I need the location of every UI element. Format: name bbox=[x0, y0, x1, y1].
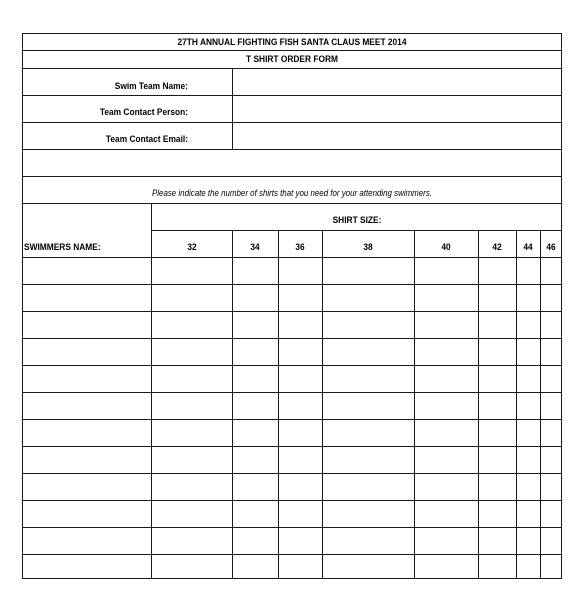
shirt-count-cell[interactable] bbox=[516, 366, 540, 392]
shirt-count-cell[interactable] bbox=[478, 339, 516, 365]
shirt-count-cell[interactable] bbox=[278, 285, 322, 311]
swimmer-name-cell[interactable] bbox=[22, 420, 152, 446]
shirt-count-cell[interactable] bbox=[478, 528, 516, 554]
swimmers-name-header: SWIMMERS NAME: bbox=[24, 242, 101, 253]
shirt-count-cell[interactable] bbox=[540, 339, 562, 365]
shirt-count-cell[interactable] bbox=[278, 474, 322, 500]
team-contact-person-field[interactable] bbox=[232, 96, 562, 122]
shirt-count-cell[interactable] bbox=[232, 420, 278, 446]
shirt-count-cell[interactable] bbox=[152, 339, 232, 365]
shirt-count-cell[interactable] bbox=[516, 528, 540, 554]
swimmer-name-cell[interactable] bbox=[22, 447, 152, 473]
shirt-count-cell[interactable] bbox=[478, 258, 516, 284]
size-38-header: 38 bbox=[363, 242, 373, 253]
swimmer-name-cell[interactable] bbox=[22, 312, 152, 338]
size-32-header: 32 bbox=[187, 242, 197, 253]
shirt-count-cell[interactable] bbox=[322, 366, 414, 392]
shirt-count-cell[interactable] bbox=[322, 285, 414, 311]
shirt-count-cell[interactable] bbox=[322, 555, 414, 581]
shirt-count-cell[interactable] bbox=[322, 312, 414, 338]
shirt-count-cell[interactable] bbox=[232, 555, 278, 581]
row-divider bbox=[22, 149, 562, 150]
shirt-count-cell[interactable] bbox=[152, 501, 232, 527]
shirt-count-cell[interactable] bbox=[516, 285, 540, 311]
shirt-count-cell[interactable] bbox=[232, 285, 278, 311]
shirt-count-cell[interactable] bbox=[152, 366, 232, 392]
swimmer-name-cell[interactable] bbox=[22, 339, 152, 365]
shirt-count-cell[interactable] bbox=[516, 258, 540, 284]
shirt-count-cell[interactable] bbox=[278, 555, 322, 581]
shirt-count-cell[interactable] bbox=[478, 555, 516, 581]
border-top bbox=[22, 33, 562, 34]
shirt-count-cell[interactable] bbox=[322, 339, 414, 365]
swimmer-name-cell[interactable] bbox=[22, 528, 152, 554]
shirt-count-cell[interactable] bbox=[414, 258, 478, 284]
shirt-count-cell[interactable] bbox=[414, 420, 478, 446]
shirt-count-cell[interactable] bbox=[516, 393, 540, 419]
shirt-count-cell[interactable] bbox=[278, 312, 322, 338]
shirt-count-cell[interactable] bbox=[540, 474, 562, 500]
shirt-count-cell[interactable] bbox=[414, 393, 478, 419]
swim-team-name-field[interactable] bbox=[232, 69, 562, 95]
shirt-count-cell[interactable] bbox=[540, 420, 562, 446]
shirt-count-cell[interactable] bbox=[414, 285, 478, 311]
shirt-count-cell[interactable] bbox=[516, 420, 540, 446]
shirt-count-cell[interactable] bbox=[232, 447, 278, 473]
shirt-count-cell[interactable] bbox=[152, 528, 232, 554]
shirt-count-cell[interactable] bbox=[414, 474, 478, 500]
shirt-count-cell[interactable] bbox=[322, 393, 414, 419]
shirt-count-cell[interactable] bbox=[152, 258, 232, 284]
shirt-count-cell[interactable] bbox=[478, 285, 516, 311]
shirt-count-cell[interactable] bbox=[516, 312, 540, 338]
shirt-count-cell[interactable] bbox=[516, 339, 540, 365]
shirt-count-cell[interactable] bbox=[278, 339, 322, 365]
shirt-count-cell[interactable] bbox=[232, 258, 278, 284]
row-divider bbox=[22, 50, 562, 51]
size-40-header: 40 bbox=[441, 242, 451, 253]
size-36-header: 36 bbox=[295, 242, 305, 253]
shirt-count-cell[interactable] bbox=[516, 555, 540, 581]
shirt-count-cell[interactable] bbox=[478, 420, 516, 446]
shirt-count-cell[interactable] bbox=[152, 447, 232, 473]
shirt-count-cell[interactable] bbox=[232, 312, 278, 338]
shirt-count-cell[interactable] bbox=[540, 312, 562, 338]
shirt-count-cell[interactable] bbox=[414, 447, 478, 473]
shirt-count-cell[interactable] bbox=[322, 501, 414, 527]
swimmer-name-cell[interactable] bbox=[22, 555, 152, 581]
shirt-count-cell[interactable] bbox=[232, 339, 278, 365]
instruction-text: Please indicate the number of shirts that you need for your attending swimmers. bbox=[151, 188, 432, 198]
shirt-count-cell[interactable] bbox=[540, 393, 562, 419]
shirt-count-cell[interactable] bbox=[278, 501, 322, 527]
shirt-count-cell[interactable] bbox=[540, 285, 562, 311]
shirt-count-cell[interactable] bbox=[540, 366, 562, 392]
size-42-header: 42 bbox=[492, 242, 502, 253]
shirt-count-cell[interactable] bbox=[322, 447, 414, 473]
shirt-count-cell[interactable] bbox=[414, 528, 478, 554]
shirt-count-cell[interactable] bbox=[478, 474, 516, 500]
team-contact-person-label: Team Contact Person: bbox=[99, 107, 188, 118]
shirt-count-cell[interactable] bbox=[152, 312, 232, 338]
team-contact-email-label: Team Contact Email: bbox=[105, 134, 188, 145]
team-contact-email-field[interactable] bbox=[232, 123, 562, 149]
shirt-count-cell[interactable] bbox=[478, 447, 516, 473]
row-divider bbox=[22, 203, 562, 204]
shirt-count-cell[interactable] bbox=[278, 528, 322, 554]
size-46-header: 46 bbox=[546, 242, 556, 253]
size-44-header: 44 bbox=[523, 242, 533, 253]
shirt-count-cell[interactable] bbox=[414, 555, 478, 581]
row-divider bbox=[22, 176, 562, 177]
shirt-count-cell[interactable] bbox=[278, 258, 322, 284]
shirt-count-cell[interactable] bbox=[414, 501, 478, 527]
shirt-count-cell[interactable] bbox=[278, 366, 322, 392]
shirt-count-cell[interactable] bbox=[414, 366, 478, 392]
shirt-count-cell[interactable] bbox=[540, 555, 562, 581]
swimmer-name-cell[interactable] bbox=[22, 285, 152, 311]
shirt-count-cell[interactable] bbox=[152, 474, 232, 500]
shirt-count-cell[interactable] bbox=[322, 474, 414, 500]
shirt-count-cell[interactable] bbox=[232, 501, 278, 527]
shirt-count-cell[interactable] bbox=[232, 366, 278, 392]
shirt-size-divider bbox=[151, 230, 562, 231]
shirt-count-cell[interactable] bbox=[152, 393, 232, 419]
shirt-count-cell[interactable] bbox=[540, 528, 562, 554]
shirt-count-cell[interactable] bbox=[278, 447, 322, 473]
swimmer-name-cell[interactable] bbox=[22, 258, 152, 284]
swimmer-name-cell[interactable] bbox=[22, 474, 152, 500]
shirt-count-cell[interactable] bbox=[478, 366, 516, 392]
shirt-count-cell[interactable] bbox=[278, 393, 322, 419]
form-title: 27TH ANNUAL FIGHTING FISH SANTA CLAUS MEET 2014 bbox=[177, 37, 407, 48]
shirt-count-cell[interactable] bbox=[152, 555, 232, 581]
shirt-count-cell[interactable] bbox=[152, 420, 232, 446]
form-subtitle: T SHIRT ORDER FORM bbox=[246, 54, 338, 65]
swimmer-name-cell[interactable] bbox=[22, 366, 152, 392]
shirt-count-cell[interactable] bbox=[516, 474, 540, 500]
swim-team-name-label: Swim Team Name: bbox=[114, 81, 188, 92]
shirt-count-cell[interactable] bbox=[516, 501, 540, 527]
shirt-count-cell[interactable] bbox=[322, 258, 414, 284]
shirt-count-cell[interactable] bbox=[232, 393, 278, 419]
shirt-count-cell[interactable] bbox=[232, 528, 278, 554]
shirt-count-cell[interactable] bbox=[540, 258, 562, 284]
shirt-count-cell[interactable] bbox=[478, 312, 516, 338]
shirt-count-cell[interactable] bbox=[322, 420, 414, 446]
shirt-count-cell[interactable] bbox=[540, 447, 562, 473]
shirt-size-header: SHIRT SIZE: bbox=[332, 215, 382, 226]
order-form-sheet bbox=[22, 33, 562, 579]
shirt-count-cell[interactable] bbox=[232, 474, 278, 500]
shirt-count-cell[interactable] bbox=[278, 420, 322, 446]
swimmer-name-cell[interactable] bbox=[22, 501, 152, 527]
shirt-count-cell[interactable] bbox=[414, 339, 478, 365]
swimmer-name-cell[interactable] bbox=[22, 393, 152, 419]
shirt-count-cell[interactable] bbox=[322, 528, 414, 554]
size-34-header: 34 bbox=[250, 242, 260, 253]
shirt-count-cell[interactable] bbox=[516, 447, 540, 473]
shirt-count-cell[interactable] bbox=[478, 501, 516, 527]
shirt-count-cell[interactable] bbox=[478, 393, 516, 419]
shirt-count-cell[interactable] bbox=[540, 501, 562, 527]
shirt-count-cell[interactable] bbox=[152, 285, 232, 311]
shirt-count-cell[interactable] bbox=[414, 312, 478, 338]
